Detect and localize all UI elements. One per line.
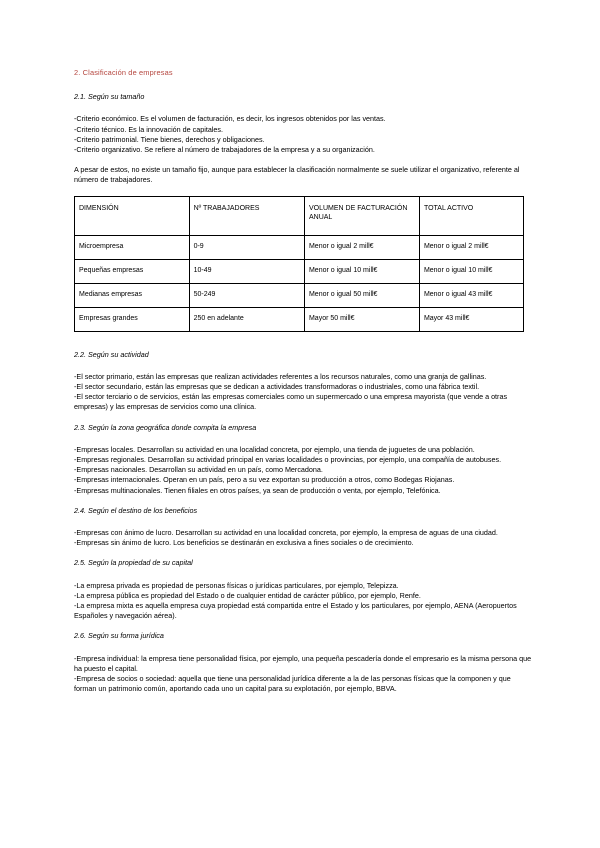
list-item: -El sector secundario, están las empresas que se dedican a actividades transformadoras o industriales, como una fábrica textil. bbox=[74, 382, 480, 392]
geographic-list bbox=[74, 445, 532, 496]
table-row bbox=[75, 307, 524, 331]
list-item: -Empresas multinacionales. Tienen filiales en otros países, ya sean de producción o venta, por ejemplo, Telefónica. bbox=[74, 485, 441, 495]
list-item: -Empresas con ánimo de lucro. Desarrollan su actividad en una localidad concreta, por ejemplo, la empresa de aguas de una ciudad. bbox=[74, 528, 498, 538]
document-title: 2. Clasificación de empresas bbox=[74, 68, 173, 77]
table-cell: Pequeñas empresas bbox=[75, 259, 190, 283]
list-item: -La empresa pública es propiedad del Estado o de cualquier entidad de carácter público, por ejemplo, Renfe. bbox=[74, 590, 421, 600]
criteria-item: -Criterio patrimonial. Tiene bienes, derechos y obligaciones. bbox=[74, 134, 265, 144]
table-cell: Menor o igual 2 mill€ bbox=[304, 235, 419, 259]
table-cell: 10-49 bbox=[189, 259, 304, 283]
table-cell: Microempresa bbox=[75, 235, 190, 259]
table-cell: Menor o igual 50 mill€ bbox=[304, 283, 419, 307]
ownership-list bbox=[74, 581, 532, 622]
table-row bbox=[75, 259, 524, 283]
header-workers: Nº TRABAJADORES bbox=[189, 196, 304, 235]
document-page bbox=[74, 68, 532, 705]
criteria-list bbox=[74, 114, 532, 155]
list-item: -La empresa privada es propiedad de personas físicas o jurídicas particulares, por ejemplo, Telepizza. bbox=[74, 580, 399, 590]
list-item: -La empresa mixta es aquella empresa cuya propiedad está compartida entre el Estado y los particulares, por ejemplo, AENA (Aeropuertos Españoles y navegación aérea). bbox=[74, 601, 517, 621]
table-cell: Menor o igual 43 mill€ bbox=[419, 283, 523, 307]
list-item: -Empresa de socios o sociedad: aquella que tiene una personalidad jurídica diferente a la de las personas físicas que la componen y que forman un patrimonio común, aportando cada uno un capital para su explotación, por ejemplo, BBVA. bbox=[74, 674, 511, 694]
criteria-item: -Criterio técnico. Es la innovación de capitales. bbox=[74, 124, 224, 134]
list-item: -Empresas internacionales. Operan en un país, pero a su vez exportan su producción a otros, como Bodegas Riojanas. bbox=[74, 475, 455, 485]
list-item: -Empresas locales. Desarrollan su actividad en una localidad concreta, por ejemplo, una tienda de juguetes de una población. bbox=[74, 444, 475, 454]
table-cell: 0-9 bbox=[189, 235, 304, 259]
section-heading-geographic: 2.3. Según la zona geográfica donde compita la empresa bbox=[74, 422, 257, 432]
header-dimension: DIMENSIÓN bbox=[75, 196, 190, 235]
list-item: -Empresas sin ánimo de lucro. Los beneficios se destinarán en exclusiva a fines sociales o de crecimiento. bbox=[74, 538, 414, 548]
criteria-item: -Criterio económico. Es el volumen de facturación, es decir, los ingresos obtenidos por las ventas. bbox=[74, 114, 386, 124]
table-header-row bbox=[75, 196, 524, 235]
table-cell: Medianas empresas bbox=[75, 283, 190, 307]
header-total-assets: TOTAL ACTIVO bbox=[419, 196, 523, 235]
section-heading-ownership: 2.5. Según la propiedad de su capital bbox=[74, 558, 193, 568]
table-cell: 250 en adelante bbox=[189, 307, 304, 331]
list-item: -El sector primario, están las empresas que realizan actividades referentes a los recursos naturales, como una granja de gallinas. bbox=[74, 371, 487, 381]
section-heading-size: 2.1. Según su tamaño bbox=[74, 92, 145, 102]
section-heading-legal-form: 2.6. Según su forma jurídica bbox=[74, 631, 164, 641]
table-cell: Mayor 50 mill€ bbox=[304, 307, 419, 331]
header-turnover: VOLUMEN DE FACTURACIÓN ANUAL bbox=[304, 196, 419, 235]
size-note: A pesar de estos, no existe un tamaño fijo, aunque para establecer la clasificación normalmente se suele utilizar el organizativo, referente al número de trabajadores. bbox=[74, 165, 520, 185]
table-cell: Menor o igual 2 mill€ bbox=[419, 235, 523, 259]
section-heading-activity: 2.2. Según su actividad bbox=[74, 349, 149, 359]
list-item: -Empresas regionales. Desarrollan su actividad principal en varias localidades o provincias, por ejemplo, una compañía de autobuses. bbox=[74, 455, 502, 465]
list-item: -Empresas nacionales. Desarrollan su actividad en un país, como Mercadona. bbox=[74, 465, 323, 475]
table-row bbox=[75, 235, 524, 259]
section-heading-profit: 2.4. Según el destino de los beneficios bbox=[74, 505, 198, 515]
profit-list bbox=[74, 528, 532, 548]
list-item: -El sector terciario o de servicios, están las empresas comerciales como un supermercado o una empresa mayorista (que vende a otras empresas) y las empresas de servicios como una clínica. bbox=[74, 392, 508, 412]
table-cell: Menor o igual 10 mill€ bbox=[419, 259, 523, 283]
criteria-item: -Criterio organizativo. Se refiere al número de trabajadores de la empresa y a su organización. bbox=[74, 145, 375, 155]
table-cell: Mayor 43 mill€ bbox=[419, 307, 523, 331]
table-row bbox=[75, 283, 524, 307]
table-cell: 50-249 bbox=[189, 283, 304, 307]
size-classification-table bbox=[74, 196, 524, 332]
activity-list bbox=[74, 372, 532, 413]
table-cell: Menor o igual 10 mill€ bbox=[304, 259, 419, 283]
list-item: -Empresa individual: la empresa tiene personalidad física, por ejemplo, una pequeña pescadería donde el empresario es la misma persona que ha puesto el capital. bbox=[74, 653, 532, 673]
legal-form-list bbox=[74, 654, 532, 695]
table-cell: Empresas grandes bbox=[75, 307, 190, 331]
